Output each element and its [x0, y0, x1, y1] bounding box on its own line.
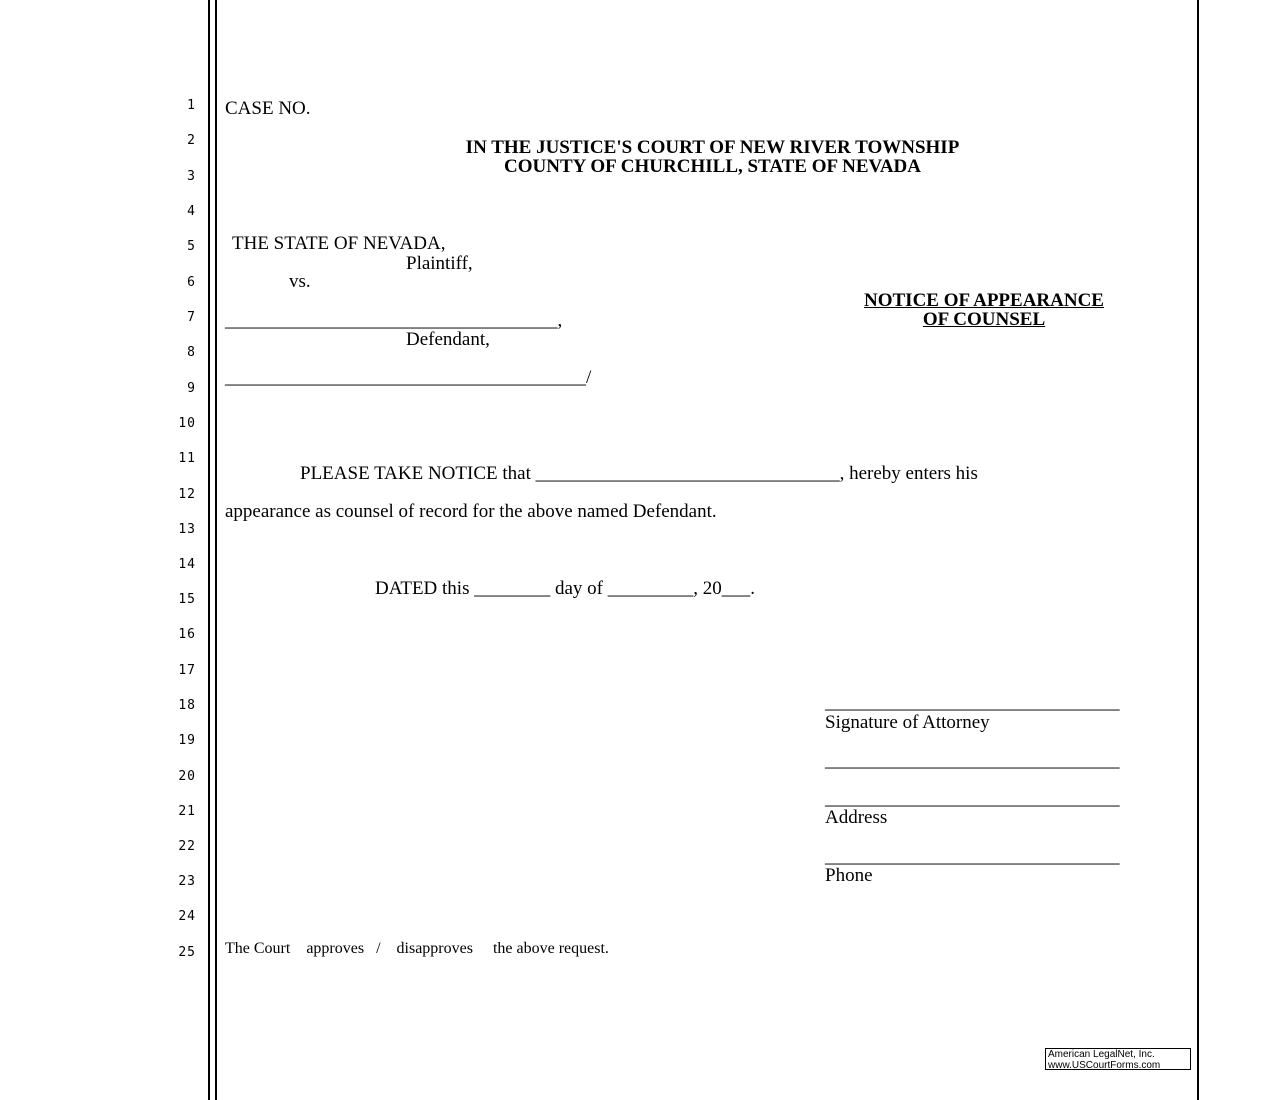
phone-blank: _______________________________ [825, 846, 1120, 867]
line-number: 12 [178, 487, 196, 502]
document-title-line-2: OF COUNSEL [922, 309, 1046, 330]
publisher-website: www.USCourtForms.com [1048, 1060, 1161, 1071]
publisher-company: American LegalNet, Inc. [1048, 1049, 1155, 1060]
left-margin-rule-outer [208, 0, 210, 1100]
court-approval-line: The Court approves / disapproves the above request. [225, 940, 609, 957]
line-number: 20 [178, 769, 196, 784]
versus-label: vs. [289, 271, 311, 292]
signature-blank: _______________________________ [825, 692, 1120, 713]
dated-line: DATED this ________ day of _________, 20___. [375, 578, 755, 599]
court-heading-line-1: IN THE JUSTICE'S COURT OF NEW RIVER TOWNSHIP [465, 137, 960, 158]
right-margin-rule [1197, 0, 1199, 1100]
line-number: 4 [187, 204, 196, 219]
line-number: 1 [187, 98, 196, 113]
line-number: 2 [187, 133, 196, 148]
line-number: 23 [178, 874, 196, 889]
notice-paragraph-line-1: PLEASE TAKE NOTICE that ________________________________, hereby enters his [300, 463, 978, 484]
defendant-name-blank: ___________________________________, [225, 310, 563, 331]
notice-paragraph-line-2: appearance as counsel of record for the above named Defendant. [225, 501, 717, 522]
line-number: 3 [187, 169, 196, 184]
line-number: 13 [178, 522, 196, 537]
address-label: Address [825, 807, 888, 828]
publisher-stamp [1045, 1048, 1191, 1070]
plaintiff-name: THE STATE OF NEVADA, [232, 233, 446, 254]
court-heading-line-2: COUNTY OF CHURCHILL, STATE OF NEVADA [504, 156, 921, 177]
line-number: 21 [178, 804, 196, 819]
line-number: 10 [178, 416, 196, 431]
caption-closing-blank: ______________________________________/ [225, 367, 592, 388]
line-number: 14 [178, 557, 196, 572]
defendant-label: Defendant, [406, 329, 490, 350]
line-number: 18 [178, 698, 196, 713]
left-margin-rule-inner [215, 0, 217, 1100]
line-number: 11 [178, 451, 196, 466]
address-blank-2: _______________________________ [825, 788, 1120, 809]
line-number: 5 [187, 239, 196, 254]
line-number: 9 [187, 381, 196, 396]
phone-label: Phone [825, 865, 873, 886]
line-number: 15 [178, 592, 196, 607]
case-number-label: CASE NO. [225, 98, 311, 119]
line-number: 17 [178, 663, 196, 678]
line-number: 8 [187, 345, 196, 360]
line-number: 16 [178, 627, 196, 642]
document-title-line-1: NOTICE OF APPEARANCE [864, 290, 1104, 311]
plaintiff-label: Plaintiff, [406, 253, 473, 274]
line-number: 22 [178, 839, 196, 854]
line-number: 6 [187, 275, 196, 290]
address-blank-1: _______________________________ [825, 750, 1120, 771]
line-number: 19 [178, 733, 196, 748]
line-number: 7 [187, 310, 196, 325]
signature-label: Signature of Attorney [825, 712, 990, 733]
line-number: 25 [178, 945, 196, 960]
line-number: 24 [178, 909, 196, 924]
